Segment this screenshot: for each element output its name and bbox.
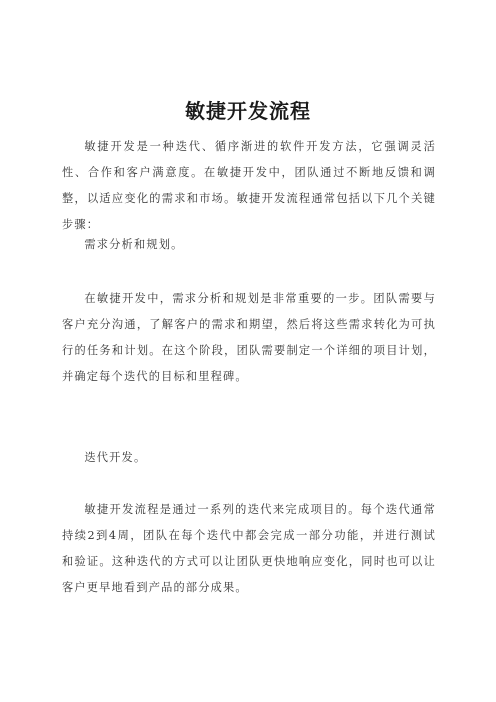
paragraph-iteration: 敏捷开发流程是通过一系列的迭代来完成项目的。每个迭代通常持续2到4周，团队在每个迭代中都会完成一部分功能，并进行测试和验证。这种迭代的方式可以让团队更快地响应变化，同时也可以让客户更早地看到产品的部分成果。 — [62, 503, 436, 594]
paragraph-intro: 敏捷开发是一种迭代、循序渐进的软件开发方法，它强调灵活性、合作和客户满意度。在敏捷开发中，团队通过不断地反馈和调整，以适应变化的需求和市场。敏捷开发流程通常包括以下几个关键步骤： — [62, 140, 436, 231]
document-title: 敏捷开发流程 — [185, 99, 311, 124]
paragraph-step-heading-1: 需求分析和规划。 — [84, 238, 184, 251]
paragraph-step-heading-2: 迭代开发。 — [84, 451, 147, 464]
paragraph-requirements: 在敏捷开发中，需求分析和规划是非常重要的一步。团队需要与客户充分沟通，了解客户的需求和期望，然后将这些需求转化为可执行的任务和计划。在这个阶段，团队需要制定一个详细的项目计划，并确定每个迭代的目标和里程碑。 — [62, 292, 436, 383]
